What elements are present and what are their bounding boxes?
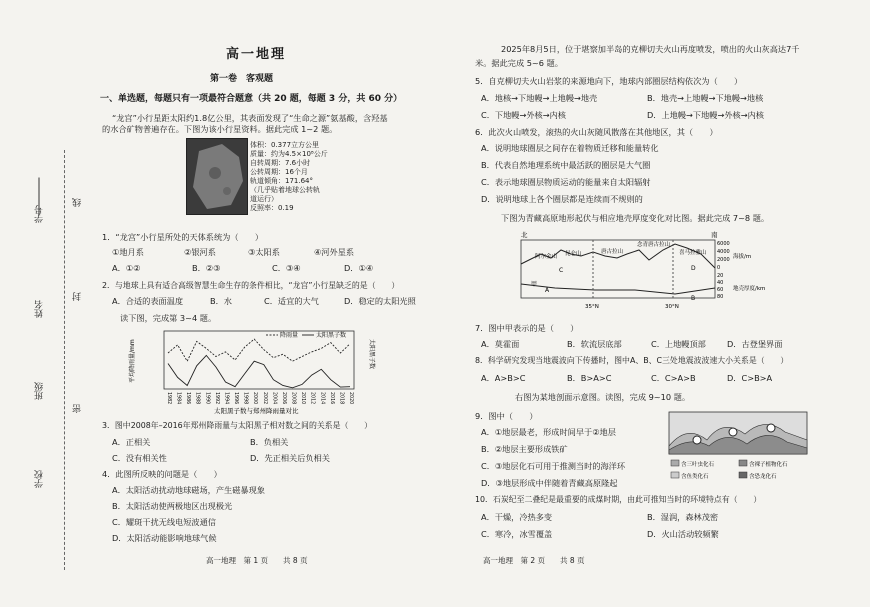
seal-text-line: 线 [73,198,83,207]
q9-option-a: A．①地层最老，形成时间早于②地层 [481,427,616,437]
profile-label: 念青唐古拉山 [637,242,671,248]
y-tick: 2000 [717,257,730,263]
x-tick-label: 2002 [261,392,267,405]
y-tick: 0 [717,265,721,271]
cut-line [64,150,65,570]
q10-option-b: B．湿润，森林茂密 [647,512,719,522]
x-tick-label: 2018 [338,392,344,405]
school-label: 学校 [35,470,45,488]
x-tick-label: 1998 [242,392,248,405]
page-1-footer: 高一地理 第 1 页 共 8 页 [206,556,308,565]
q6-option-c: C．表示地球圈层物质运动的能量来自太阳辐射 [481,177,651,187]
q9-option-c: C．③地层化石可用于推测当时的海洋环 [481,461,626,471]
q10-option-c: C．寒冷，冰雪覆盖 [481,529,553,539]
seal-text-secret: 密 [73,404,83,413]
y-tick: 80 [717,294,724,300]
q6-option-d: D．说明地球上各个圈层都是连续而不规则的 [481,194,643,204]
student-no-label: 学号 [35,205,45,223]
x-tick-label: 1996 [233,392,239,405]
q5-option-b: B．地壳→上地幔→下地幔→地核 [647,93,764,103]
y-tick: 20 [717,273,724,279]
q4-option-c: C．耀斑干扰无线电短波通信 [112,517,216,527]
profile-south: 南 [711,231,718,239]
asteroid-shape [187,139,247,214]
intro-1-2-line1: “龙宫”小行星距太阳约1.8亿公里，其表面发现了“生命之源”氨基酸，含羟基 [112,113,388,123]
q7-option-c: C．上地幔顶部 [651,339,706,349]
q8-option-b: B．B>A>C [567,373,612,383]
q9-option-d: D．③地层形成中伴随着青藏高原隆起 [481,478,618,488]
x-tick-label: 2014 [319,392,325,405]
info-line: 体积：0.377立方公里 [250,141,320,149]
legend-rain: 降雨量 [280,332,299,339]
intro-5-6-line2: 米。据此完成 5~6 题。 [475,58,563,68]
q4-option-a: A．太阳活动扰动地球磁场，产生磁暴现象 [112,485,265,495]
q6-option-b: B．代表自然地理系统中最活跃的圈层是大气圈 [481,160,651,170]
section-title: 第一卷 客观题 [210,74,274,84]
q1-item: ②银河系 [184,247,216,257]
binding-margin [0,0,96,607]
lat-30: 30°N [665,304,679,310]
rainfall-series-group [168,339,350,361]
unit-crust: 地壳厚度/km [733,286,766,292]
question-10: 10．石炭纪至二叠纪是最重要的成煤时期，由此可推知当时的环境特点有（ ） [475,495,762,504]
asteroid-photo [186,138,248,215]
x-tick-label: 1988 [194,392,200,405]
q3-option-b: B．负相关 [250,437,289,447]
intro-5-6-line1: 2025年8月5日，位于堪察加半岛的克柳切夫火山再度喷发，喷出的火山灰高达7千 [501,44,800,54]
x-tick-label: 2020 [348,392,353,405]
info-line: （几乎贴着地球公转轨 [250,186,320,194]
x-tick-label: 1986 [185,392,191,405]
mark-jia: 甲 [531,281,538,288]
question-6: 6．此次火山喷发，滚热的火山灰随风散落在其他地区，其（ ） [475,127,718,137]
q5-option-d: D．上地幔→下地幔→外核→内核 [647,110,764,120]
q2-option-b: B．水 [210,296,232,306]
q8-option-a: A．A>B>C [481,373,526,383]
class-label: 班级 [35,382,45,400]
unit-altitude: 海拔/m [733,254,752,260]
q3-option-d: D．先正相关后负相关 [250,453,330,463]
exam-title: 高一地理 [226,47,287,62]
q3-option-c: C．没有相关性 [112,453,167,463]
q10-option-d: D．火山活动较频繁 [647,529,719,539]
x-tick-label: 1992 [213,392,219,405]
info-line: 公转周期：16个月 [250,168,308,176]
profile-label: 唐古拉山 [601,249,624,255]
legend-swatch-gymnosperm [739,460,747,466]
plot-frame [164,331,354,389]
page-1 [98,0,440,607]
layer-marker-3 [767,424,775,432]
question-4: 4．此图所反映的问题是（ ） [102,469,222,479]
name-label: 姓名 [35,300,45,318]
profile-label: 阿尔金山 [535,254,558,260]
q7-option-b: B．软流层底部 [567,339,622,349]
q6-option-a: A．说明地球圈层之间存在着物质迁移和能量转化 [481,143,659,153]
question-8: 8．科学研究发现当地震波向下传播时，图中A、B、C三处地震波波速大小关系是（ ） [475,356,789,365]
moho-line [521,284,715,294]
q7-option-d: D．古登堡界面 [727,339,783,349]
question-7: 7．图中甲表示的是（ ） [475,323,579,333]
q3-option-a: A．正相关 [112,437,151,447]
q8-option-c: C．C>A>B [651,373,696,383]
tibet-profile-figure [515,228,785,312]
q1-option-b: B．②③ [192,263,221,273]
x-tick-label: 1984 [175,392,181,405]
info-line: 自转周期：7.6小时 [250,159,311,167]
x-tick-label: 2000 [252,392,258,405]
q1-option-a: A．①② [112,263,141,273]
sunspot-series-group [168,355,350,387]
q8-option-d: D．C>B>A [727,373,773,383]
q5-option-c: C．下地幔→外核→内核 [481,110,566,120]
q4-option-b: B．太阳活动使两极地区出现极光 [112,501,233,511]
q1-option-c: C．③④ [272,263,301,273]
question-3: 3．图中2008年–2016年郑州降雨量与太阳黑子相对数之间的关系是（ ） [102,421,373,430]
q2-option-d: D．稳定的太阳光照 [344,296,416,306]
question-1: 1．“龙宫”小行星所处的天体系统为（ ） [102,232,264,242]
legend-swatch-fish [671,472,679,478]
profile-north: 北 [521,231,528,239]
question-2: 2．与地球上具有适合高级智慧生命生存的条件相比，“龙宫”小行星缺乏的是（ ） [102,281,400,290]
student-no-line [39,178,40,216]
info-line: 轨道倾角：171.64° [250,177,313,185]
y-tick: 6000 [717,241,730,247]
rainfall-line [168,339,350,361]
page-2 [455,0,863,607]
x-tick-label: 2012 [309,392,315,405]
legend-swatch-trilobite [671,460,679,466]
y-tick: 40 [717,280,724,286]
mark-d: D [691,265,696,272]
question-5: 5．自克柳切夫火山岩浆的来源地向下，地球内部圈层结构依次为（ ） [475,76,743,86]
profile-label: 昆仑山 [565,251,582,257]
q1-item: ①地月系 [112,247,144,257]
q5-option-a: A．地核→下地幔→上地幔→地壳 [481,93,598,103]
x-tick-label: 1982 [166,392,171,405]
instructions: 一、单选题，每题只有一项最符合题意（共 20 题，每题 3 分，共 60 分） [100,94,403,104]
y-tick: 60 [717,287,724,293]
x-tick-label: 2004 [271,392,277,405]
geologic-section-figure [667,410,811,490]
y-axis-left-label: 平均降雨量/mm [129,339,136,383]
legend-fish: 含鱼类化石 [681,474,709,480]
x-tick-label: 2008 [290,392,296,405]
layer-marker-1 [693,436,701,444]
intro-7-8: 下图为青藏高原地形起伏与相应地壳厚度变化对比图。据此完成 7~8 题。 [501,213,770,223]
legend-dinosaur: 含恐龙化石 [749,474,777,480]
question-9: 9．图中（ ） [475,411,538,421]
q7-option-a: A．莫霍面 [481,339,520,349]
q1-item: ③太阳系 [248,247,280,257]
x-tick-label: 1990 [204,392,210,405]
sunspot-line [168,355,350,387]
y-tick: 4000 [717,249,730,255]
q4-option-d: D．太阳活动能影响地球气候 [112,533,217,543]
info-line: 质量：约为4.5×10⁸公斤 [250,150,328,158]
x-tick-labels [166,392,354,404]
info-line: 道运行） [250,195,278,203]
x-tick-label: 1994 [223,392,229,405]
x-tick-label: 2016 [328,392,334,405]
q10-option-a: A．干燥，冷热多变 [481,512,553,522]
y-axis-right-label: 太阳黑子数 [368,339,375,370]
seal-text-seal: 封 [73,292,83,301]
legend-trilobite: 含三叶虫化石 [681,462,715,468]
legend-swatch-dinosaur [739,472,747,478]
intro-1-2-line2: 的水合矿物普遍存在。下图为该小行星资料。据此完成 1~2 题。 [102,124,338,134]
lat-35: 35°N [585,304,599,310]
legend-gymnosperm: 含裸子植物化石 [749,462,788,468]
x-tick-label: 2006 [280,392,286,405]
q1-option-d: D．①④ [344,263,374,273]
legend-sun: 太阳黑子数 [316,332,347,339]
page-2-footer: 高一地理 第 2 页 共 8 页 [483,556,585,565]
intro-9-10: 右图为某地剖面示意图。读图，完成 9~10 题。 [515,392,691,402]
mark-a: A [545,287,550,294]
q9-option-b: B．②地层主要形成铁矿 [481,444,568,454]
layer-marker-2 [729,428,737,436]
q2-option-c: C．适宜的大气 [264,296,319,306]
mark-b: B [691,295,696,302]
info-line: 反照率：0.19 [250,204,294,212]
q1-item: ④河外星系 [314,247,355,257]
sunspot-rainfall-chart [126,325,376,415]
chart-caption: 太阳黑子数与郑州降雨量对比 [214,407,299,415]
q2-option-a: A．合适的表面温度 [112,296,184,306]
profile-label: 喜马拉雅山 [679,250,707,256]
x-tick-label: 2010 [300,392,306,405]
intro-3-4: 读下图，完成第 3~4 题。 [120,313,217,323]
mark-c: C [559,267,564,274]
